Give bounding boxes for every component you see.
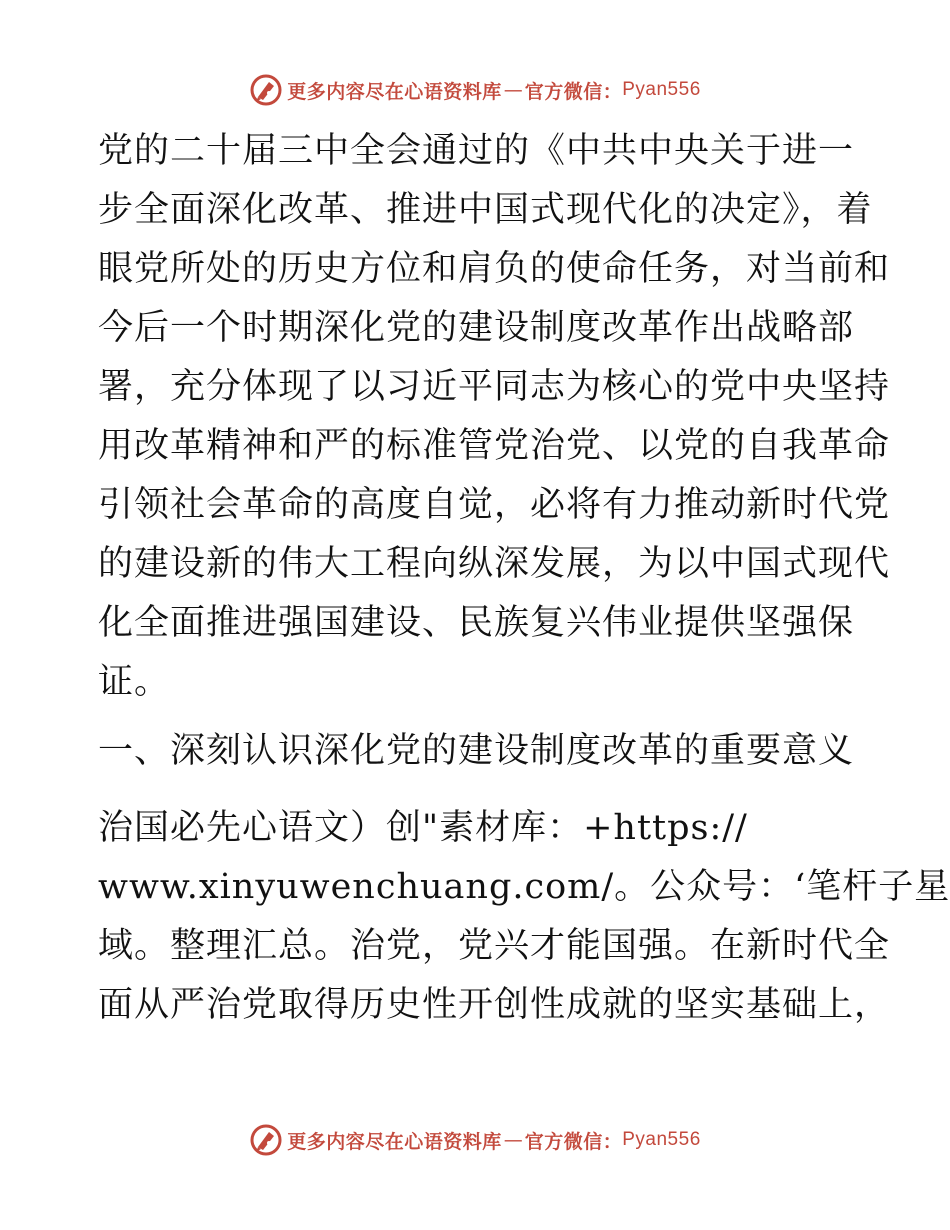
text-line: 治国必先心语文）创"素材库：+https:// bbox=[98, 808, 748, 848]
text-line: 署，充分体现了以习近平同志为核心的党中央坚持 bbox=[98, 367, 891, 407]
banner-separator: — bbox=[503, 1129, 523, 1151]
banner-title: 更多内容尽在心语资料库 bbox=[287, 80, 502, 103]
banner-wechat-label: 官方微信： bbox=[524, 80, 623, 103]
pen-circle-logo-icon bbox=[249, 73, 283, 107]
section-heading: 一、深刻认识深化党的建设制度改革的重要意义 bbox=[98, 731, 855, 771]
text-line: 党的二十届三中全会通过的《中共中央关于进一 bbox=[98, 131, 855, 171]
text-line: 今后一个时期深化党的建设制度改革作出战略部 bbox=[98, 308, 855, 348]
text-line: 步全面深化改革、推进中国式现代化的决定》，着 bbox=[98, 190, 873, 230]
paragraph-section-one bbox=[98, 799, 950, 1035]
text-line: 化全面推进强国建设、民族复兴伟业提供坚强保 bbox=[98, 603, 855, 643]
text-line: 用改革精神和严的标准管党治党、以党的自我革命 bbox=[98, 426, 891, 466]
text-line: 面从严治党取得历史性开创性成就的坚实基础上， bbox=[98, 985, 891, 1025]
banner-separator: — bbox=[503, 79, 523, 101]
document-body bbox=[98, 122, 950, 1035]
paragraph-intro bbox=[98, 122, 891, 712]
text-line: 域。整理汇总。治党，党兴才能国强。在新时代全 bbox=[98, 926, 891, 966]
text-line: 引领社会革命的高度自觉，必将有力推动新时代党 bbox=[98, 485, 891, 525]
pen-circle-logo-icon bbox=[249, 1123, 283, 1157]
footer-banner bbox=[0, 1120, 950, 1160]
text-line: 证。 bbox=[98, 662, 171, 702]
header-banner bbox=[0, 70, 950, 110]
banner-wechat-id: Pyan556 bbox=[622, 1129, 701, 1150]
text-line: 的建设新的伟大工程向纵深发展，为以中国式现代 bbox=[98, 544, 891, 584]
banner-title: 更多内容尽在心语资料库 bbox=[287, 1130, 502, 1153]
banner-wechat-id: Pyan556 bbox=[622, 79, 701, 100]
text-line: 眼党所处的历史方位和肩负的使命任务，对当前和 bbox=[98, 249, 891, 289]
banner-wechat-label: 官方微信： bbox=[524, 1130, 623, 1153]
text-line: www.xinyuwenchuang.com/。公众号：‘笔杆子星 bbox=[98, 867, 950, 907]
